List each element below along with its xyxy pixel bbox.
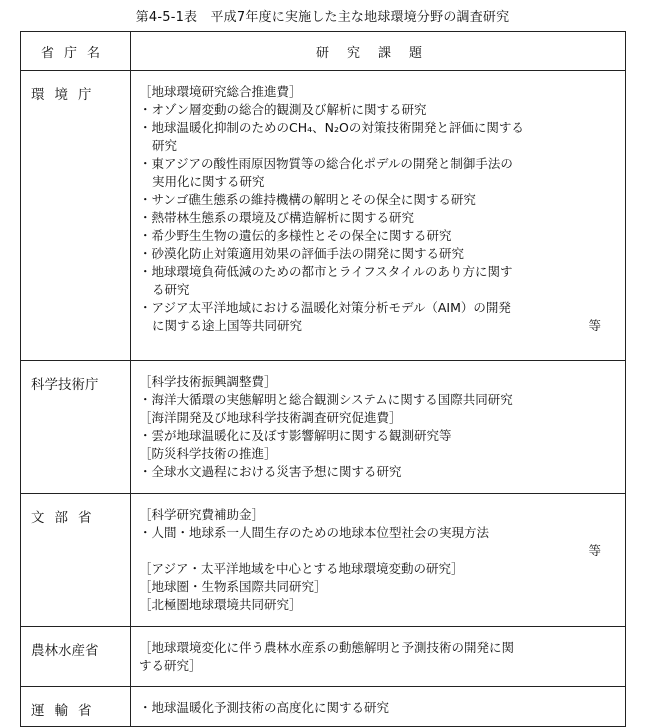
- research-cell: [131, 361, 626, 494]
- research-line: ・地球温暖化予測技術の高度化に関する研究: [139, 700, 390, 715]
- agency-cell: [21, 627, 131, 687]
- research-line-etc: 等: [588, 318, 601, 333]
- research-line: ・人間・地球系一人間生存のための地球本位型社会の実現方法: [139, 525, 490, 540]
- agency-header-label: 省庁名: [40, 45, 110, 61]
- research-line: ・アジア太平洋地域における温暖化対策分析モデル（AIM）の開発: [139, 300, 511, 315]
- research-header-label: 研究課題: [315, 45, 440, 61]
- research-cell: [131, 494, 626, 627]
- table-header-row: [21, 32, 626, 71]
- research-cell: [131, 627, 626, 687]
- table-row: [21, 361, 626, 494]
- agency-name: 科学技術庁: [31, 377, 99, 393]
- research-cell: [131, 687, 626, 727]
- research-column-header: [131, 32, 626, 71]
- research-line: ［科学研究費補助金］: [139, 507, 265, 522]
- research-line: ［アジア・太平洋地域を中心とする地球環境変動の研究］: [139, 561, 464, 576]
- research-line: する研究］: [139, 658, 202, 673]
- research-line: ・サンゴ礁生態系の維持機構の解明とその保全に関する研究: [139, 192, 476, 207]
- agency-column-header: [21, 32, 131, 71]
- agency-name: 文部省: [31, 510, 102, 526]
- research-table: [20, 31, 626, 727]
- research-line: る研究: [152, 282, 190, 297]
- research-line: ・地球温暖化抑制のためのCH₄、N₂Oの対策技術開発と評価に関する: [139, 120, 524, 135]
- research-cell: [131, 71, 626, 361]
- research-line: ・砂漠化防止対策適用効果の評価手法の開発に関する研究: [139, 246, 465, 261]
- agency-name: 環境庁: [31, 87, 102, 103]
- table-caption: 第4-5-1表 平成7年度に実施した主な地球環境分野の調査研究: [135, 10, 510, 25]
- research-line: ［北極圏地球環境共同研究］: [139, 597, 302, 612]
- research-line: ［地球環境変化に伴う農林水産系の動態解明と予測技術の開発に関: [139, 640, 515, 655]
- research-line: ・希少野生生物の遺伝的多様性とその保全に関する研究: [139, 228, 452, 243]
- research-line: ・海洋大循環の実態解明と総合観測システムに関する国際共同研究: [139, 392, 513, 407]
- research-line: 実用化に関する研究: [152, 174, 265, 189]
- research-line-etc: 等: [588, 543, 601, 558]
- research-line: に関する途上国等共同研究: [152, 318, 303, 333]
- agency-cell: [21, 71, 131, 361]
- research-line: ・地球環境負荷低減のための都市とライフスタイルのあり方に関す: [139, 264, 513, 279]
- research-line: ［地球圏・生物系国際共同研究］: [139, 579, 327, 594]
- research-line: ・オゾン層変動の総合的観測及び解析に関する研究: [139, 102, 427, 117]
- table-row: [21, 494, 626, 627]
- agency-name: 運輸省: [31, 703, 102, 719]
- research-line: ［防災科学技術の推進］: [139, 446, 277, 461]
- research-line: ［海洋開発及び地球科学技術調査研究促進費］: [139, 410, 402, 425]
- research-line: ［科学技術振興調整費］: [139, 374, 277, 389]
- research-line: ・熱帯林生態系の環境及び構造解析に関する研究: [139, 210, 415, 225]
- agency-cell: [21, 687, 131, 727]
- agency-name: 農林水産省: [31, 643, 99, 659]
- table-row: [21, 71, 626, 361]
- agency-cell: [21, 361, 131, 494]
- research-line: ・雲が地球温暖化に及ぼす影響解明に関する観測研究等: [139, 428, 452, 443]
- research-line: ・全球水文過程における災害予想に関する研究: [139, 464, 402, 479]
- research-line: 研究: [152, 138, 178, 153]
- table-row: [21, 687, 626, 727]
- research-line: ・東アジアの酸性雨原因物質等の総合化ポデルの開発と制御手法の: [139, 156, 513, 171]
- table-row: [21, 627, 626, 687]
- research-line: ［地球環境研究総合推進費］: [139, 84, 302, 99]
- agency-cell: [21, 494, 131, 627]
